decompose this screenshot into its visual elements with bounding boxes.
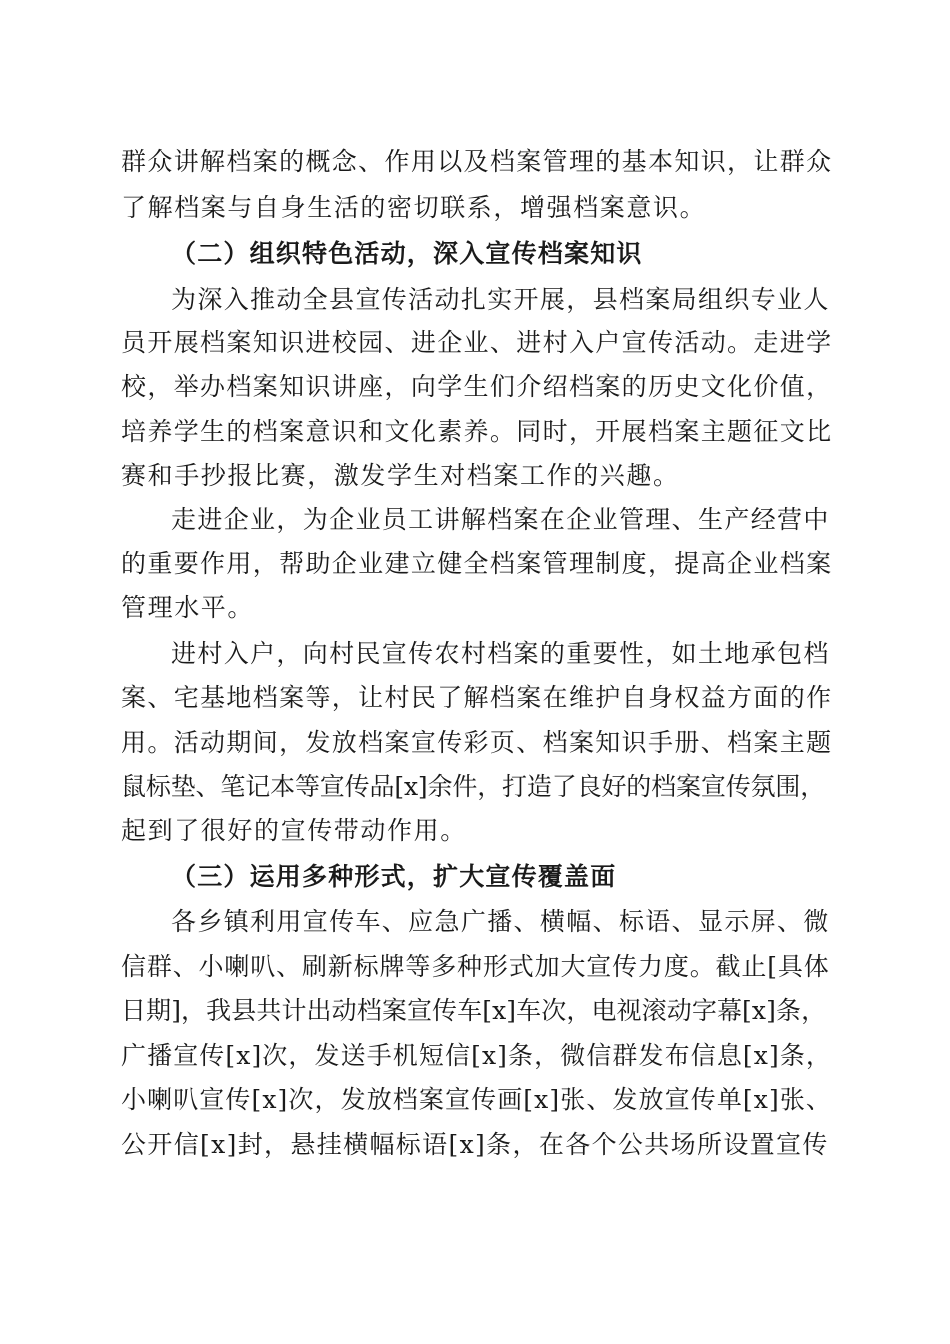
paragraph-2-line-2: 员开展档案知识进校园、进企业、进村入户宣传活动。走进学 bbox=[121, 328, 833, 357]
paragraph-3-line-3: 管理水平。 bbox=[121, 593, 255, 622]
paragraph-5-line-1: 各乡镇利用宣传车、应急广播、横幅、标语、显示屏、微 bbox=[171, 907, 830, 936]
section-heading-2: （二）组织特色活动，深入宣传档案知识 bbox=[171, 239, 643, 268]
paragraph-2-line-4: 培养学生的档案意识和文化素养。同时，开展档案主题征文比 bbox=[121, 417, 833, 446]
paragraph-5-line-2: 信群、小喇叭、刷新标牌等多种形式加大宣传力度。截止[具体 bbox=[121, 952, 830, 981]
paragraph-1-line-1: 群众讲解档案的概念、作用以及档案管理的基本知识，让群众 bbox=[121, 147, 833, 176]
paragraph-4-line-2: 案、宅基地档案等，让村民了解档案在维护自身权益方面的作 bbox=[121, 683, 833, 712]
paragraph-2-line-3: 校，举办档案知识讲座，向学生们介绍档案的历史文化价值， bbox=[121, 372, 833, 401]
paragraph-3-line-1: 走进企业，为企业员工讲解档案在企业管理、生产经营中 bbox=[171, 505, 830, 534]
paragraph-1-line-2: 了解档案与自身生活的密切联系，增强档案意识。 bbox=[121, 193, 707, 222]
paragraph-4-line-3: 用。活动期间，发放档案宣传彩页、档案知识手册、档案主题 bbox=[121, 728, 833, 757]
paragraph-3-line-2: 的重要作用，帮助企业建立健全档案管理制度，提高企业档案 bbox=[121, 549, 833, 578]
section-heading-3: （三）运用多种形式，扩大宣传覆盖面 bbox=[171, 862, 617, 891]
paragraph-4-line-4: 鼠标垫、笔记本等宣传品[x]余件，打造了良好的档案宣传氛围， bbox=[121, 772, 826, 801]
paragraph-2-line-1: 为深入推动全县宣传活动扎实开展，县档案局组织专业人 bbox=[171, 285, 830, 314]
paragraph-5-line-6: 公开信[x]封，悬挂横幅标语[x]条，在各个公共场所设置宣传 bbox=[121, 1130, 829, 1159]
paragraph-5-line-5: 小喇叭宣传[x]次，发放档案宣传画[x]张、发放宣传单[x]张、 bbox=[121, 1085, 833, 1114]
paragraph-5-line-4: 广播宣传[x]次，发送手机短信[x]条，微信群发布信息[x]条， bbox=[121, 1041, 833, 1070]
paragraph-5-line-3: 日期]，我县共计出动档案宣传车[x]车次，电视滚动字幕[x]条， bbox=[121, 996, 827, 1025]
paragraph-2-line-5: 赛和手抄报比赛，激发学生对档案工作的兴趣。 bbox=[121, 461, 680, 490]
paragraph-4-line-5: 起到了很好的宣传带动作用。 bbox=[121, 816, 467, 845]
paragraph-4-line-1: 进村入户，向村民宣传农村档案的重要性，如土地承包档 bbox=[171, 639, 830, 668]
